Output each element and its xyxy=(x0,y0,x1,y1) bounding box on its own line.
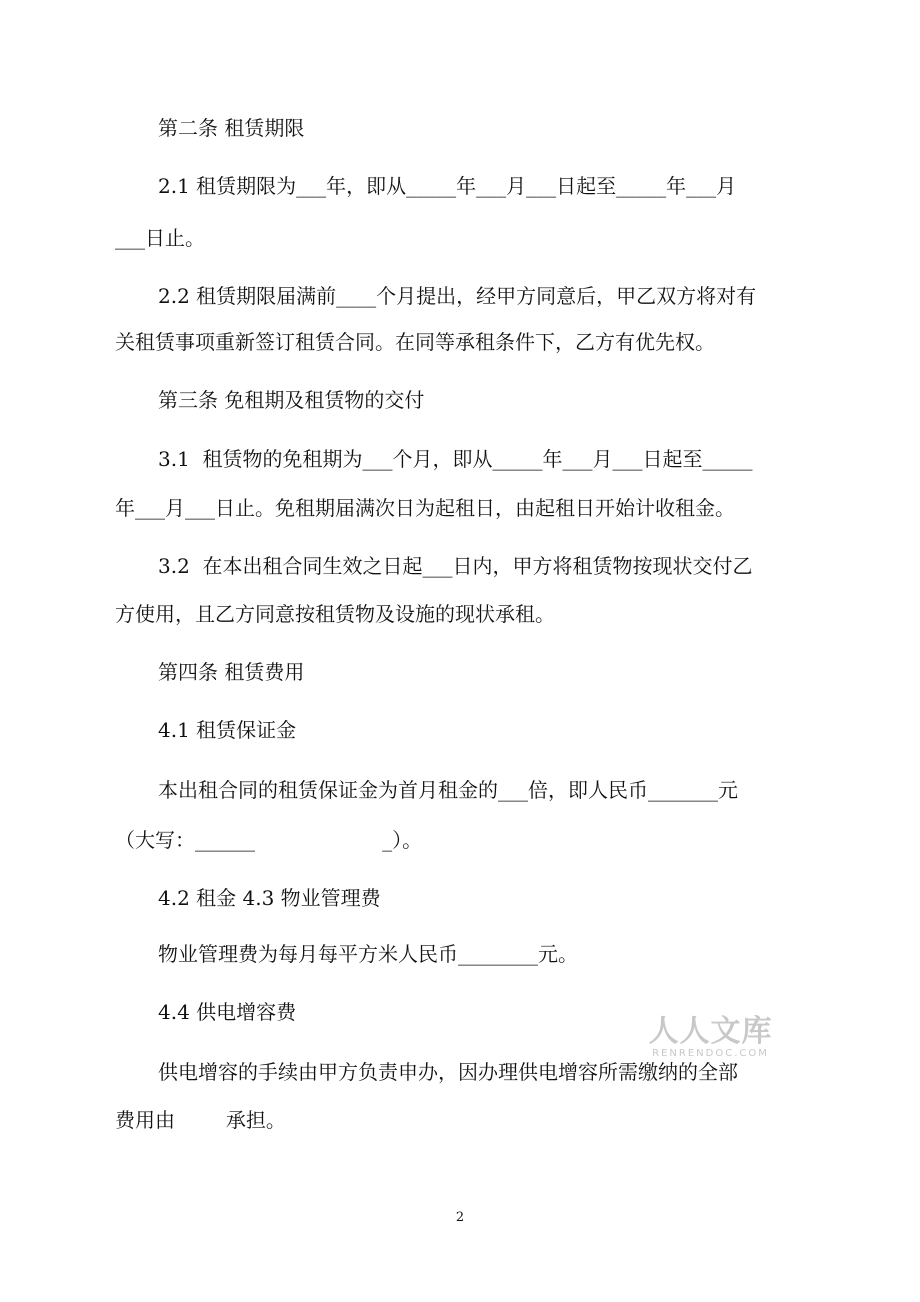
clause-4-1-heading: 4.1 租赁保证金 xyxy=(158,718,297,742)
clause-3-1-line-2: 年___月___日止。免租期届满次日为起租日，由起租日开始计收租金。 xyxy=(115,496,735,520)
clause-4-4-line-1: 供电增容的手续由甲方负责申办，因办理供电增容所需缴纳的全部 xyxy=(158,1060,738,1084)
clause-2-1-line-2: ___日止。 xyxy=(115,226,205,250)
clause-4-4-line-2: 费用由 承担。 xyxy=(115,1108,286,1132)
clause-3-1-line-1: 3.1 租赁物的免租期为___个月，即从_____年___月___日起至_____ xyxy=(158,447,753,471)
clause-4-4-heading: 4.4 供电增容费 xyxy=(158,1000,297,1024)
clause-2-1-line-1: 2.1 租赁期限为___年，即从_____年___月___日起至_____年___月 xyxy=(158,174,737,198)
clause-4-2-4-3-heading: 4.2 租金 4.3 物业管理费 xyxy=(158,886,381,910)
clause-2-2-line-1: 2.2 租赁期限届满前____个月提出，经甲方同意后，甲乙双方将对有 xyxy=(158,284,757,308)
watermark-sub-text: RENRENDOC.COM xyxy=(652,1048,769,1059)
clause-4-3-line-1: 物业管理费为每月每平方米人民币________元。 xyxy=(158,942,578,966)
clause-4-1-line-1: 本出租合同的租赁保证金为首月租金的___倍，即人民币_______元 xyxy=(158,778,738,802)
clause-3-2-line-2: 方使用，且乙方同意按租赁物及设施的现状承租。 xyxy=(115,602,555,626)
clause-4-1-line-2: （大写：______ _）。 xyxy=(115,828,423,852)
clause-2-2-line-2: 关租赁事项重新签订租赁合同。在同等承租条件下，乙方有优先权。 xyxy=(115,330,715,354)
article-3-heading: 第三条 免租期及租赁物的交付 xyxy=(158,388,425,412)
watermark-logo xyxy=(648,1016,773,1060)
page-number: 2 xyxy=(455,1210,465,1225)
watermark-main-text: 人人文库 xyxy=(648,1014,773,1049)
article-4-heading: 第四条 租赁费用 xyxy=(158,660,305,684)
article-2-heading: 第二条 租赁期限 xyxy=(158,116,305,140)
clause-3-2-line-1: 3.2 在本出租合同生效之日起___日内，甲方将租赁物按现状交付乙 xyxy=(158,554,753,578)
